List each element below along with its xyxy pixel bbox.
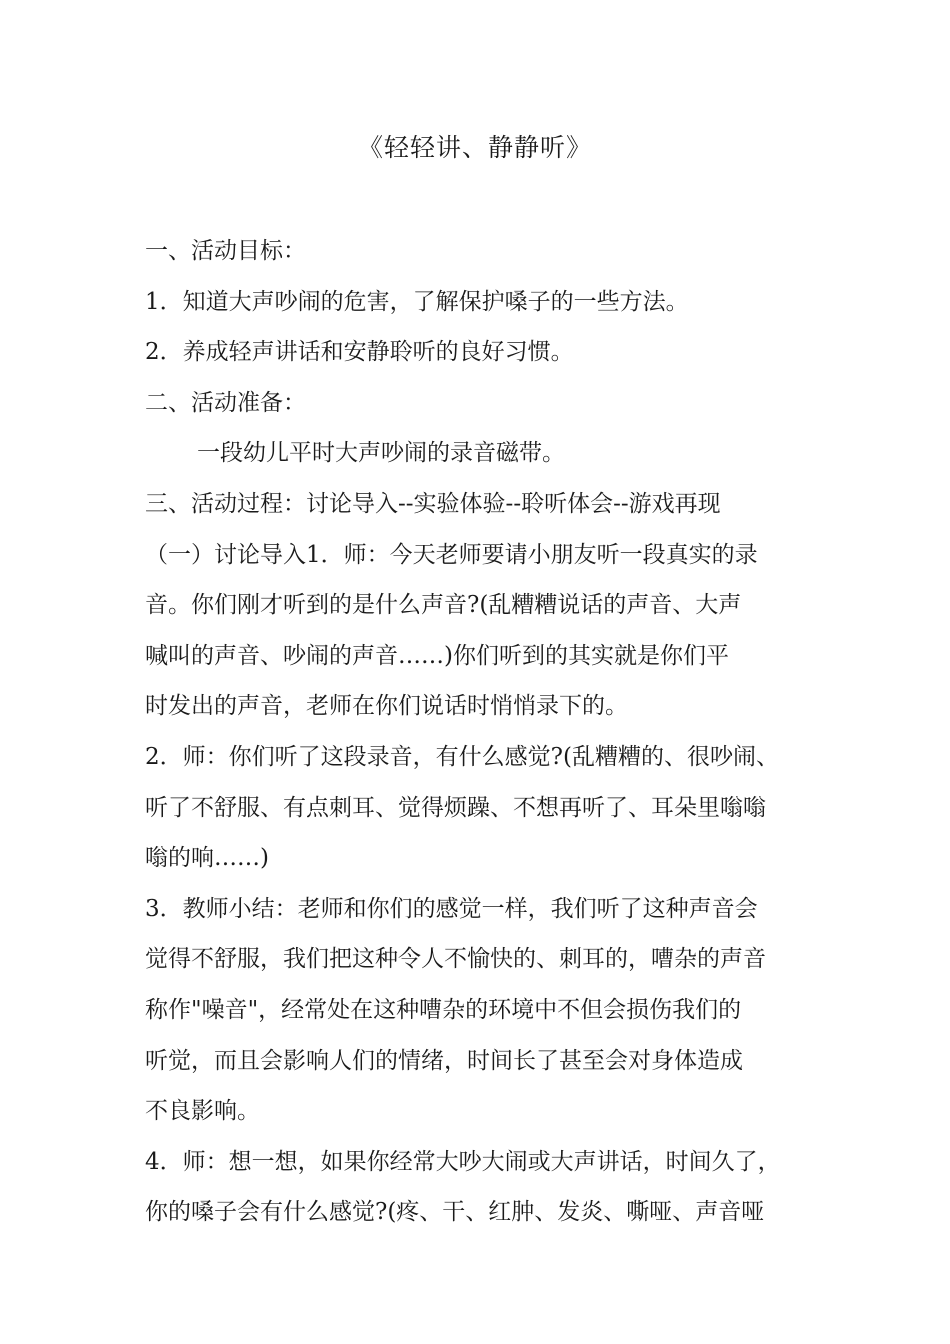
section-heading-process: 三、活动过程：讨论导入--实验体验--聆听体会--游戏再现	[145, 490, 721, 517]
objective-item-1: 1．知道大声吵闹的危害，了解保护嗓子的一些方法。	[145, 288, 689, 315]
body-line: 你的嗓子会有什么感觉?(疼、干、红肿、发炎、嘶哑、声音哑	[145, 1199, 765, 1226]
section-heading-objectives: 一、活动目标：	[145, 238, 306, 264]
preparation-text: 一段幼儿平时大声吵闹的录音磁带。	[197, 440, 565, 467]
section-heading-preparation: 二、活动准备：	[145, 389, 306, 416]
body-line: 觉得不舒服，我们把这种令人不愉快的、刺耳的，嘈杂的声音	[145, 946, 766, 973]
body-line: 4．师：想一想，如果你经常大吵大闹或大声讲话，时间久了，	[145, 1148, 781, 1175]
body-line: 嗡的响……)	[145, 845, 269, 872]
body-line: （一）讨论导入1．师：今天老师要请小朋友听一段真实的录	[145, 541, 758, 568]
document-title: 《轻轻讲、静静听》	[357, 133, 592, 162]
body-line: 称作"噪音"，经常处在这种嘈杂的环境中不但会损伤我们的	[145, 996, 742, 1023]
body-line: 听了不舒服、有点刺耳、觉得烦躁、不想再听了、耳朵里嗡嗡	[145, 794, 766, 821]
body-line: 2．师：你们听了这段录音，有什么感觉?(乱糟糟的、很吵闹、	[145, 743, 779, 770]
body-line: 音。你们刚才听到的是什么声音?(乱糟糟说话的声音、大声	[145, 592, 742, 619]
document-body	[145, 226, 813, 1238]
body-line: 喊叫的声音、吵闹的声音……)你们听到的其实就是你们平	[145, 642, 729, 669]
body-line: 听觉，而且会影响人们的情绪，时间长了甚至会对身体造成	[145, 1047, 743, 1074]
body-line: 3．教师小结：老师和你们的感觉一样，我们听了这种声音会	[145, 895, 758, 922]
objective-item-2: 2．养成轻声讲话和安静聆听的良好习惯。	[145, 339, 574, 366]
body-line: 时发出的声音，老师在你们说话时悄悄录下的。	[145, 693, 628, 720]
body-line: 不良影响。	[145, 1098, 260, 1125]
